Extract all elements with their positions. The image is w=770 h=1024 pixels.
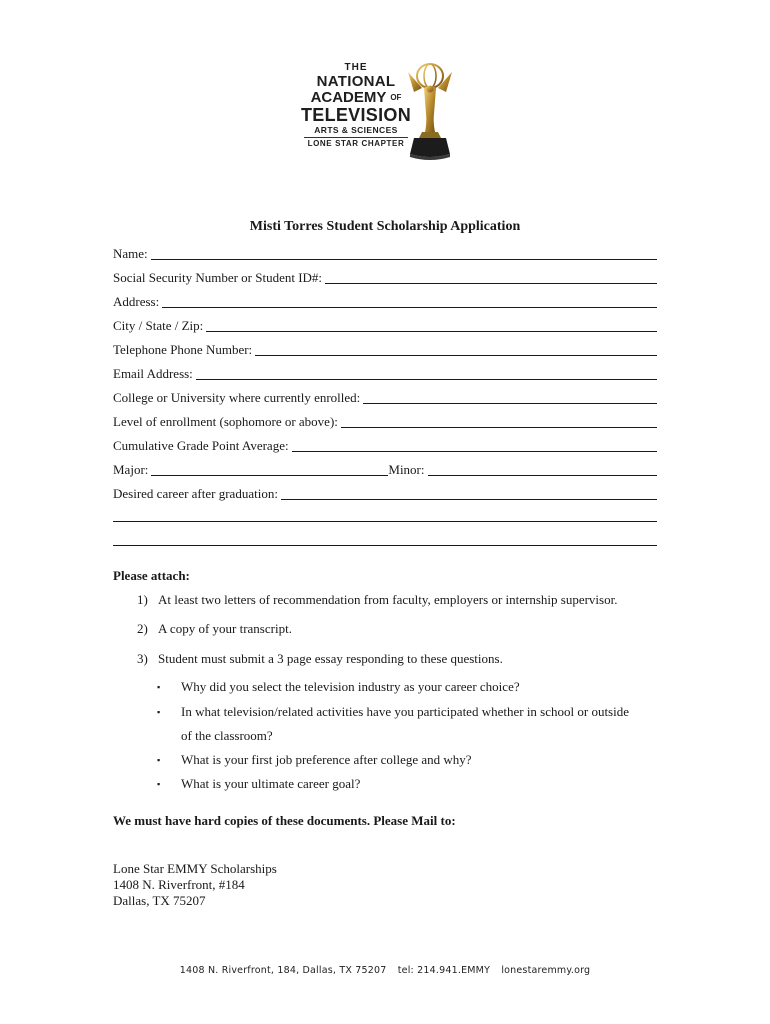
address-field[interactable] [113,292,657,310]
mail-heading: We must have hard copies of these documents. Please Mail to: [113,813,456,828]
major-minor-field[interactable] [113,460,657,478]
ssn-field[interactable] [113,268,657,286]
attach-item-number: 2) [137,621,148,636]
major-label: Major: [113,462,149,477]
essay-question-text: Why did you select the television industry as your career choice? [181,679,520,694]
footer-telephone: tel: 214.941.EMMY [397,965,491,976]
essay-question-text: In what television/related activities have you participated whether in school or outside [181,704,629,719]
email-label: Email Address: [113,366,193,381]
email-line[interactable] [196,365,657,380]
essay-question-4 [157,776,657,792]
enrollment-level-line[interactable] [341,413,657,428]
essay-question-2-continued: of the classroom? [181,728,273,743]
minor-line[interactable] [428,461,657,476]
page-footer [0,965,770,976]
logo-wordmark [300,62,412,150]
essay-question-text: What is your first job preference after college and why? [181,752,472,767]
career-field[interactable] [113,484,657,502]
logo-national: NATIONAL [316,73,396,90]
career-extra-line-2[interactable] [113,545,657,546]
address-label: Address: [113,294,160,309]
attach-item-2 [137,621,292,637]
city-state-zip-line[interactable] [206,317,657,332]
minor-label: Minor: [388,462,425,477]
career-extra-line-1[interactable] [113,521,657,522]
ssn-line[interactable] [325,269,657,284]
attach-item-1 [137,592,617,608]
address-line[interactable] [162,293,657,308]
bullet-icon: ▪ [157,755,161,765]
college-line[interactable] [363,389,657,404]
enrollment-level-field[interactable] [113,412,657,430]
enrollment-level-label: Level of enrollment (sophomore or above): [113,414,338,429]
name-label: Name: [113,246,148,261]
bullet-icon: ▪ [157,707,161,717]
mail-address-line-3: Dallas, TX 75207 [113,893,206,908]
phone-line[interactable] [255,341,657,356]
essay-question-2 [157,704,657,720]
nata-lone-star-logo [300,62,460,162]
college-field[interactable] [113,388,657,406]
name-field[interactable] [113,244,657,262]
logo-academy-line [300,90,412,106]
college-label: College or University where currently enrolled: [113,390,361,405]
logo-of: OF [390,93,402,103]
essay-question-text: What is your ultimate career goal? [181,776,361,791]
footer-address: 1408 N. Riverfront, 184, Dallas, TX 75207 [179,965,387,976]
email-field[interactable] [113,364,657,382]
ssn-label: Social Security Number or Student ID#: [113,270,323,285]
mail-address-line-1: Lone Star EMMY Scholarships [113,861,277,876]
attach-heading: Please attach: [113,568,190,583]
emmy-statuette-icon [400,62,458,162]
name-line[interactable] [151,245,657,260]
city-state-zip-field[interactable] [113,316,657,334]
career-line[interactable] [281,485,657,500]
logo-chapter: LONE STAR CHAPTER [307,139,405,149]
attach-item-text: Student must submit a 3 page essay responding to these questions. [158,651,503,666]
footer-website[interactable]: lonestaremmy.org [501,965,591,976]
logo-the: THE [344,62,368,73]
page-title: Misti Torres Student Scholarship Application [249,219,521,234]
essay-question-1 [157,679,657,695]
attach-item-number: 3) [137,651,148,666]
attach-item-text: A copy of your transcript. [158,621,292,636]
bullet-icon: ▪ [157,682,161,692]
bullet-icon: ▪ [157,779,161,789]
gpa-label: Cumulative Grade Point Average: [113,438,289,453]
gpa-line[interactable] [292,437,657,452]
attach-item-3 [137,651,503,667]
career-label: Desired career after graduation: [113,486,278,501]
major-line[interactable] [151,461,388,476]
gpa-field[interactable] [113,436,657,454]
attach-item-text: At least two letters of recommendation from faculty, employers or internship supervisor. [158,592,618,607]
logo-arts-sciences: ARTS & SCIENCES [304,125,408,138]
mail-address-line-2: 1408 N. Riverfront, #184 [113,877,245,892]
city-state-zip-label: City / State / Zip: [113,318,204,333]
phone-label: Telephone Phone Number: [113,342,253,357]
phone-field[interactable] [113,340,657,358]
essay-question-3 [157,752,657,768]
logo-academy: ACADEMY [310,89,387,106]
attach-item-number: 1) [137,592,148,607]
logo-television: TELEVISION [300,105,411,126]
